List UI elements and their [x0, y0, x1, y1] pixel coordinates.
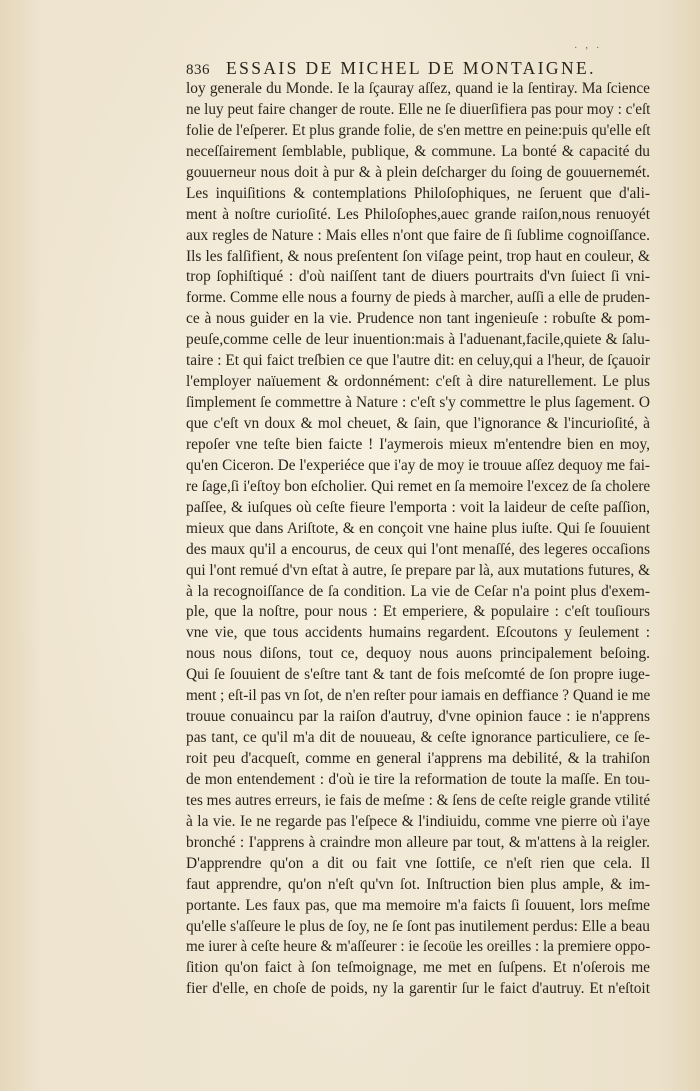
- page-number: 836: [186, 62, 210, 78]
- corner-mark: . , .: [574, 40, 602, 51]
- text-line: ple, que la noſtre, pour nous : Et emperiere, & populaire : c'eſt touſiours: [186, 603, 650, 621]
- text-line: D'apprendre qu'on a dit ou fait vne ſottiſe, ce n'eſt rien que cela. Il: [186, 854, 650, 872]
- text-line: vne vie, que tous accidents humains regardent. Eſcoutons y ſeulement :: [186, 624, 650, 642]
- text-line: Les inquiſitions & contemplations Philoſophiques, ne ſeruent que d'ali-: [186, 184, 650, 202]
- text-line: folie de l'eſperer. Et plus grande folie, de s'en mettre en peine:puis qu'elle eſt: [186, 121, 651, 139]
- text-line: pas tant, ce qu'il m'a dit de nouueau, & ceſte ignorance particuliere, ce ſe-: [186, 729, 650, 747]
- text-line: portante. Les faux pas, que ma memoire m'a faicts ſi ſouuent, lors meſme: [186, 896, 650, 914]
- text-line: Ils les falſifient, & nous preſentent ſon viſage peint, trop haut en couleur, &: [186, 247, 650, 265]
- text-line: nous nous diſons, tout ce, dequoy nous auons principalement beſoing.: [186, 645, 650, 663]
- text-line: ſition qu'on faict à ſon teſmoignage, me met en ſuſpens. Et n'oſerois me: [186, 959, 650, 977]
- text-line: me iurer à ceſte heure & m'aſſeurer : ie ſecoüe les oreilles : la premiere oppo-: [186, 938, 651, 956]
- text-line: qu'en Ciceron. De l'experiéce que i'ay de moy ie trouue aſſez dequoy me fai-: [186, 456, 650, 474]
- text-line: ment à noſtre curioſité. Les Philoſophes,auec grande raiſon,nous renuoyét: [186, 205, 650, 223]
- text-line: ce à nous guider en la vie. Prudence non tant ingenieuſe : robuſte & pom-: [186, 310, 650, 328]
- text-line: gouuerneur nous doit à pur & à plein deſcharger du ſoing de gouuernemét.: [186, 163, 650, 181]
- text-line: fier d'elle, en choſe de poids, ny la garentir ſur le faict d'autruy. Et n'eſtoit: [186, 980, 650, 998]
- text-line: re ſage,ſi i'eſtoy bon eſcholier. Qui remet en ſa memoire l'excez de ſa cholere: [186, 477, 651, 495]
- text-line: que c'eſt vn doux & mol cheuet, & ſain, que l'ignorance & l'incurioſité, à: [186, 415, 650, 432]
- text-line: de mon entendement : d'où ie tire la reformation de toute la maſſe. En tou-: [186, 770, 650, 788]
- text-line: qu'elle s'aſſeure le plus de ſoy, ne ſe ſont pas inutilement perdus: Elle a beau: [186, 917, 650, 935]
- text-line: repoſer vne teſte bien faicte ! I'aymerois mieux m'entendre bien en moy,: [186, 435, 650, 453]
- text-line: qui l'ont remué d'vn eſtat à autre, ſe prepare par là, aux mutations futures, &: [186, 561, 650, 579]
- text-line: aux regles de Nature : Mais elles n'ont que faire de ſi ſublime cognoiſſance.: [186, 226, 650, 244]
- text-line: forme. Comme elle nous a fourny de pieds à marcher, auſſi a elle de pruden-: [186, 289, 650, 307]
- text-line: loy generale du Monde. Ie la ſçauray aſſez, quand ie la ſentiray. Ma ſcience: [186, 80, 650, 97]
- text-line: à la recognoiſſance de ſa condition. La vie de Ceſar n'a point plus d'exem-: [186, 582, 650, 600]
- body-text: [186, 79, 650, 1000]
- text-line: à la vie. Ie ne regarde pas l'eſpece & l'indiuidu, comme vne pierre où i'aye: [186, 812, 650, 830]
- running-title: ESSAIS DE MICHEL DE MONTAIGNE.: [226, 58, 596, 78]
- text-line: Qui ſe ſouuient de s'eſtre tant & tant de fois meſcomté de ſon propre iuge-: [186, 666, 650, 684]
- text-line: neceſſairement ſemblable, publique, & commune. La bonté & capacité du: [186, 142, 650, 160]
- text-line: l'employer naïuement & ordonnément: c'eſt à dire naturellement. Le plus: [186, 373, 650, 391]
- text-line: taire : Et qui faict treſbien ce que l'autre dit: en celuy,qui a l'heur, de ſçauoir: [186, 352, 650, 370]
- text-line: tes mes autres erreurs, ie fais de meſme : & ſens de ceſte reigle grande vtilité: [186, 791, 651, 809]
- text-line: ment ; eſt-il pas vn ſot, de n'en reſter pour iamais en deffiance ? Quand ie me: [186, 687, 651, 705]
- text-line: peuſe,comme celle de leur inuention:mais à l'aduenant,facile,quiete & ſalu-: [186, 331, 650, 349]
- text-line: faut apprendre, qu'on n'eſt qu'vn ſot. Inſtruction bien plus ample, & im-: [186, 875, 650, 893]
- text-line: des maux qu'il a encourus, de ceux qui l'ont menaſſé, des legeres occaſions: [186, 540, 650, 558]
- text-line: trouue conuaincu par la raiſon d'autruy, d'vne opinion fauce : ie n'apprens: [186, 708, 650, 726]
- text-line: bronché : I'apprens à craindre mon alleure par tout, & m'attens à la reigler.: [186, 833, 650, 851]
- text-line: ne luy peut faire changer de route. Elle ne ſe diuerſifiera pas pour moy : c'eſt: [186, 100, 651, 118]
- text-line: mieux que dans Ariſtote, & en conçoit vne haine plus iuſte. Qui ſe ſouuient: [186, 519, 650, 537]
- text-line: trop ſophiſtiqué : d'où naiſſent tant de diuers pourtraits d'vn ſuiect ſi vni-: [186, 268, 650, 286]
- text-line: roit peu d'acqueſt, comme en general i'apprens ma debilité, & la trahiſon: [186, 750, 650, 767]
- text-line: paſſee, & iuſques où ceſte fieure l'emporta : voit la laideur de ceſte paſſion,: [186, 498, 650, 516]
- text-line: ſimplement ſe commettre à Nature : c'eſt s'y commettre le plus ſagement. O: [186, 394, 650, 412]
